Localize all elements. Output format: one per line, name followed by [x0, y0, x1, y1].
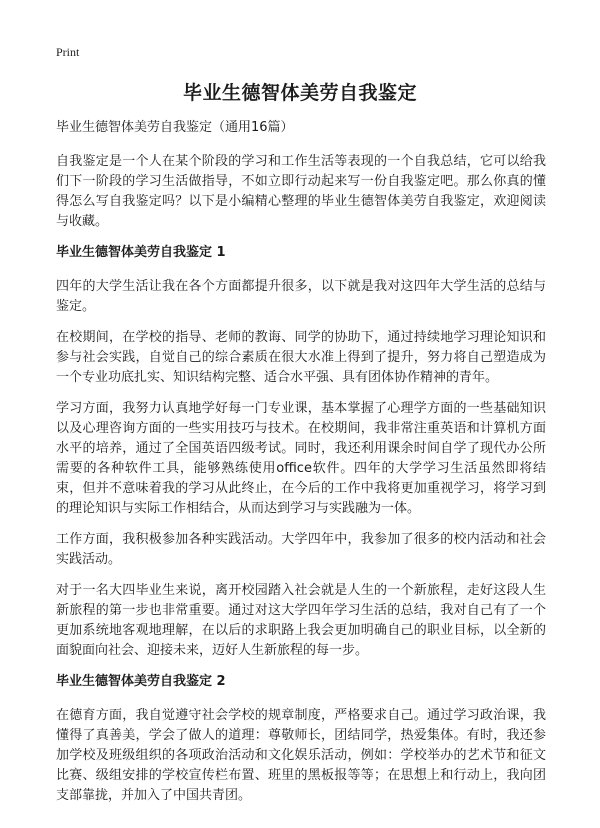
body-paragraph: 学习方面，我努力认真地学好每一门专业课，基本掌握了心理学方面的一些基础知识以及心理咨询方面的一些实用技巧与技术。在校期间，我非常注重英语和计算机方面水平的培养，通过了全国英语四级考试。同时，我还利用课余时间自学了现代办公所需要的各种软件工具，能够熟练使用office软件。四年的大学学习生活虽然即将结束，但并不意味着我的学习从此终止，在今后的工作中我将更加重视学习，将学习到的理论知识与实际工作相结合，从而达到学习与实践融为一体。 — [56, 401, 546, 516]
document-body — [56, 118, 546, 817]
body-paragraph: 在德育方面，我自觉遵守社会学校的规章制度，严格要求自己。通过学习政治课，我懂得了真善美，学会了做人的道理：尊敬师长，团结同学，热爱集体。有时，我还参加学校及班级组织的各项政治活动和文化娱乐活动，例如：学校举办的艺术节和征文比赛、级组安排的学校宣传栏布置、班里的黑板报等等；在思想上和行动上，我向团支部靠拢，并加入了中国共青团。 — [56, 708, 546, 803]
section-heading: 毕业生德智体美劳自我鉴定 2 — [56, 674, 226, 689]
body-paragraph: 对于一名大四毕业生来说，离开校园踏入社会就是人生的一个新旅程，走好这段人生新旅程的第一步也非常重要。通过对这大学四年学习生活的总结，我对自己有了一个更加系统地客观地理解，在以后的求职路上我会更加明确自己的职业目标，以全新的面貌面向社会、迎接未来，迈好人生新旅程的每一步。 — [56, 583, 546, 658]
body-paragraph: 在校期间，在学校的指导、老师的教诲、同学的协助下，通过持续地学习理论知识和参与社会实践，自觉自己的综合素质在很大水准上得到了提升，努力将自己塑造成为一个专业功底扎实、知识结构完整、适合水平强、具有团体协作精神的青年。 — [56, 330, 546, 385]
body-paragraph: 工作方面，我积极参加各种实践活动。大学四年中，我参加了很多的校内活动和社会实践活动。 — [56, 532, 546, 567]
section-heading: 毕业生德智体美劳自我鉴定 1 — [56, 245, 226, 260]
intro-paragraph: 自我鉴定是一个人在某个阶段的学习和工作生活等表现的一个自我总结，它可以给我们下一阶段的学习生活做指导，不如立即行动起来写一份自我鉴定吧。那么你真的懂得怎么写自我鉴定吗？以下是小编精心整理的毕业生德智体美劳自我鉴定，欢迎阅读与收藏。 — [56, 154, 546, 229]
page-title: 毕业生德智体美劳自我鉴定 — [182, 82, 417, 104]
document-subtitle: 毕业生德智体美劳自我鉴定（通用16篇） — [56, 120, 294, 135]
body-paragraph: 四年的大学生活让我在各个方面都提升很多，以下就是我对这四年大学生活的总结与鉴定。 — [56, 279, 546, 314]
print-link[interactable]: Print — [56, 45, 80, 59]
